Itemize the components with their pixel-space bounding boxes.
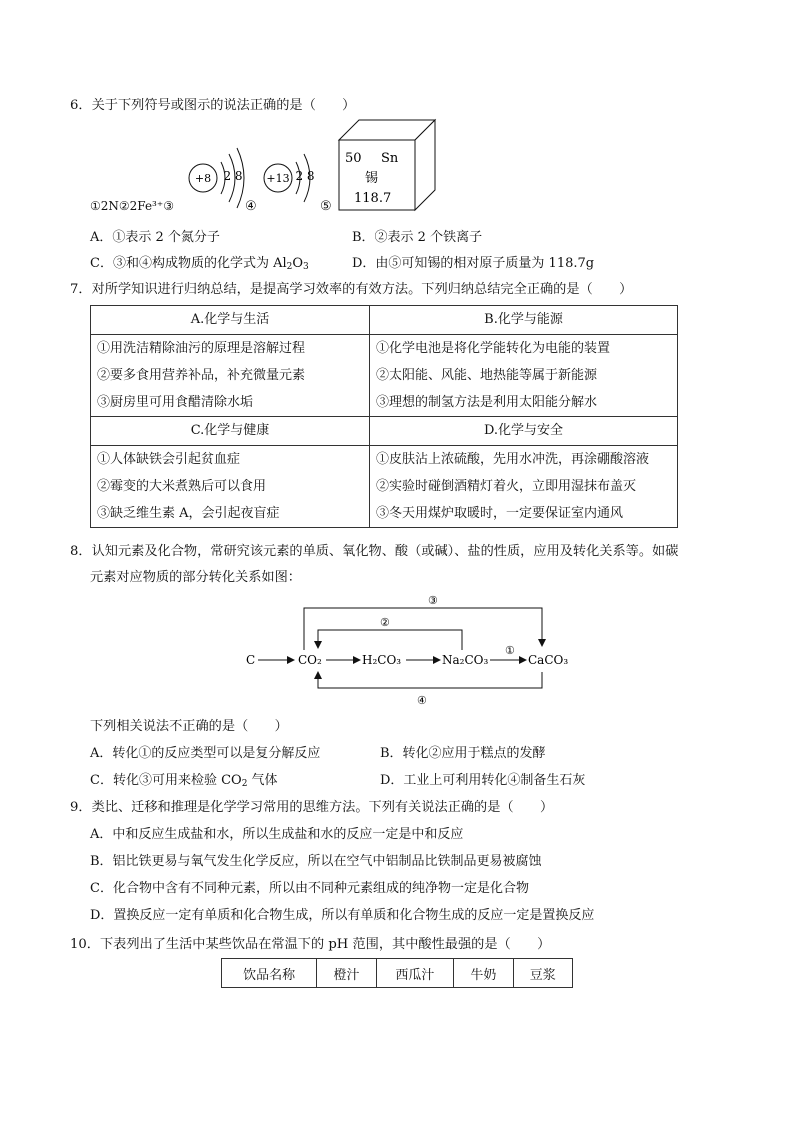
q7-cell-d-title: D.化学与安全 (370, 417, 678, 446)
q6-label-4: ④ (245, 199, 257, 214)
atom2-shells: 2 8 (295, 169, 315, 183)
q10-header-cell: 橙汁 (317, 959, 376, 988)
q7-cell-a-body (91, 335, 370, 417)
element-symbol: Sn (381, 151, 399, 166)
q8-stem-line2: 元素对应物质的部分转化关系如图： (90, 570, 301, 585)
label-2: ② (380, 616, 390, 629)
label-1: ① (505, 644, 515, 657)
q8-question: 下列相关说法不正确的是（ ） (90, 719, 288, 734)
q8-stem-line1: 8．认知元素及化合物，常研究该元素的单质、氧化物、酸（或碱）、盐的性质，应用及转化关系等。如碳 (70, 544, 679, 559)
node-h2co3: H₂CO₃ (362, 653, 402, 667)
q7-cell-a-title: A.化学与生活 (91, 306, 370, 335)
node-c: C (246, 653, 256, 667)
label-3: ③ (428, 594, 438, 607)
atom1-shells: 2 8 (223, 169, 243, 183)
q7-b-item: ①化学电池是将化学能转化为电能的装置 (376, 341, 611, 356)
q6-stem: 6．关于下列符号或图示的说法正确的是（ ） (70, 98, 356, 113)
q7-cell-c-body (91, 446, 370, 528)
arrow-2 (318, 630, 462, 650)
q7-b-item: ③理想的制氢方法是利用太阳能分解水 (376, 395, 598, 410)
q7-cell-c-title: C.化学与健康 (91, 417, 370, 446)
element-mass: 118.7 (354, 191, 392, 206)
label-4: ④ (417, 694, 427, 707)
atom1-nucleus: +8 (194, 172, 212, 185)
q7-a-item: ③厨房里可用食醋清除水垢 (97, 395, 254, 410)
q8-option-c: C．转化③可用来检验 $CO_2$ 气体 (90, 773, 278, 789)
element-number: 50 (345, 151, 362, 166)
q7-d-item: ①皮肤沾上浓硫酸，先用水冲洗，再涂硼酸溶液 (376, 452, 650, 467)
q9-stem: 9．类比、迁移和推理是化学学习常用的思维方法。下列有关说法正确的是（ ） (70, 800, 554, 815)
q7-c-item: ①人体缺铁会引起贫血症 (97, 452, 241, 467)
q6-symbols: ①2N②2Fe³⁺③ (90, 199, 174, 213)
q7-stem: 7．对所学知识进行归纳总结，是提高学习效率的有效方法。下列归纳总结完全正确的是（ ） (70, 282, 633, 297)
q6-option-c: C．③和④构成物质的化学式为 $Al_2O_3$ (90, 256, 309, 272)
q10-stem: 10．下表列出了生活中某些饮品在常温下的 pH 范围，其中酸性最强的是（ ） (70, 937, 551, 952)
q6-label-5: ⑤ (320, 199, 332, 214)
q7-summary-table (90, 305, 678, 528)
q8-option-a: A．转化①的反应类型可以是复分解反应 (90, 746, 321, 761)
atom2-nucleus: +13 (266, 172, 290, 185)
q9-option-a: A．中和反应生成盐和水，所以生成盐和水的反应一定是中和反应 (90, 827, 464, 842)
q6-option-b: B．②表示 2 个铁离子 (352, 230, 483, 245)
node-caco3: CaCO₃ (528, 653, 569, 667)
q7-c-item: ③缺乏维生素 A，会引起夜盲症 (97, 506, 280, 521)
q10-header-cell: 牛奶 (454, 959, 513, 988)
q10-header-cell: 西瓜汁 (376, 959, 453, 988)
q9-option-b: B．铝比铁更易与氧气发生化学反应，所以在空气中铝制品比铁制品更易被腐蚀 (90, 854, 542, 869)
arrow-4 (318, 672, 542, 688)
q7-a-item: ②要多食用营养补品，补充微量元素 (97, 368, 306, 383)
carbon-conversion-diagram (240, 590, 580, 710)
q9-option-c: C．化合物中含有不同种元素，所以由不同种元素组成的纯净物一定是化合物 (90, 881, 529, 896)
q8-option-d: D．工业上可利用转化④制备生石灰 (380, 773, 586, 788)
q7-a-item: ①用洗洁精除油污的原理是溶解过程 (97, 341, 306, 356)
q6-option-d: D．由⑤可知锡的相对原子质量为 118.7g (352, 256, 595, 271)
q7-b-item: ②太阳能、风能、地热能等属于新能源 (376, 368, 598, 383)
q7-cell-d-body (370, 446, 678, 528)
node-co2: CO₂ (298, 653, 322, 667)
element-name: 锡 (365, 171, 379, 186)
q6-option-a: A．①表示 2 个氮分子 (90, 230, 220, 245)
node-na2co3: Na₂CO₃ (442, 653, 489, 667)
q9-option-d: D．置换反应一定有单质和化合物生成，所以有单质和化合物生成的反应一定是置换反应 (90, 908, 595, 923)
q10-header-cell: 饮品名称 (222, 959, 317, 988)
q7-c-item: ②霉变的大米煮熟后可以食用 (97, 479, 267, 494)
q7-d-item: ②实验时碰倒酒精灯着火，立即用湿抹布盖灭 (376, 479, 637, 494)
q7-cell-b-body (370, 335, 678, 417)
q10-header-cell: 豆浆 (513, 959, 572, 988)
q7-cell-b-title: B.化学与能源 (370, 306, 678, 335)
element-cell-tin (337, 118, 437, 214)
q10-ph-table (221, 958, 573, 988)
q8-option-b: B．转化②应用于糕点的发酵 (380, 746, 546, 761)
q7-d-item: ③冬天用煤炉取暖时，一定要保证室内通风 (376, 506, 624, 521)
